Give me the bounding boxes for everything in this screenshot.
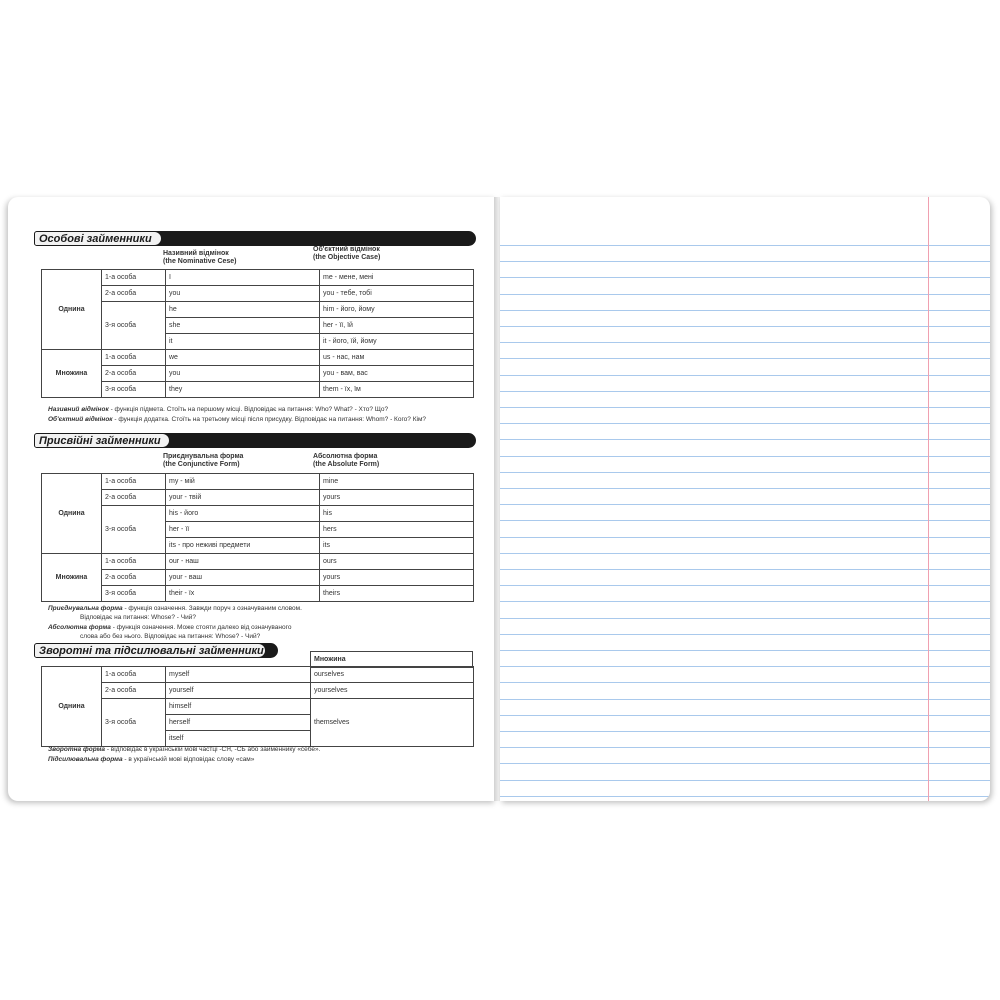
note-conjunctive (48, 604, 302, 613)
ruled-line (500, 731, 990, 732)
group-cell-singular: Однина (42, 667, 102, 747)
person-cell: 3-я особа (102, 382, 166, 398)
ruled-line (500, 294, 990, 295)
absolute-cell: ours (320, 554, 474, 570)
singular-cell: herself (166, 715, 311, 731)
objective-cell: me - мене, мені (320, 270, 474, 286)
column-header-line: (the Objective Case) (313, 254, 381, 261)
table-row (42, 270, 474, 286)
column-header-line: (the Nominative Cese) (163, 258, 237, 265)
conjunctive-cell: its - про неживі предмети (166, 538, 320, 554)
plural-cell: ourselves (311, 667, 474, 683)
person-cell: 1-а особа (102, 554, 166, 570)
conjunctive-cell: our - наш (166, 554, 320, 570)
ruled-line (500, 245, 990, 246)
banner-tab (34, 231, 162, 246)
person-cell: 1-а особа (102, 667, 166, 683)
ruled-line (500, 747, 990, 748)
ruled-line (500, 326, 990, 327)
table-row (42, 699, 474, 715)
note-text: - функція означення. Завжди поруч з означуваним словом. (122, 605, 302, 612)
conjunctive-cell: your - ваш (166, 570, 320, 586)
nominative-cell: they (166, 382, 320, 398)
note-objective (48, 415, 426, 424)
section-banner-reflexive (38, 643, 278, 658)
note-text: - функція підмета. Стоїть на першому місці. Відповідає на питання: Who? What? - Хто? Що? (108, 406, 389, 413)
ruled-line (500, 277, 990, 278)
absolute-cell: yours (320, 490, 474, 506)
person-cell: 1-а особа (102, 350, 166, 366)
possessive-pronouns-table (41, 473, 474, 602)
note-term: Об'єктний відмінок (48, 416, 113, 423)
nominative-cell: we (166, 350, 320, 366)
plural-cell: yourselves (311, 683, 474, 699)
table-row (42, 570, 474, 586)
note-term: Приєднувальна форма (48, 605, 123, 612)
table-row (42, 366, 474, 382)
nominative-cell: you (166, 286, 320, 302)
person-cell: 3-я особа (102, 699, 166, 747)
table-row (42, 490, 474, 506)
banner-tab (34, 433, 170, 448)
table-row (42, 382, 474, 398)
table-row (42, 586, 474, 602)
column-header-absolute (313, 453, 379, 469)
note-term: Абсолютна форма (48, 624, 111, 631)
absolute-cell: hers (320, 522, 474, 538)
objective-cell: you - тебе, тобі (320, 286, 474, 302)
table-row (42, 554, 474, 570)
column-header-line: Приєднувальна форма (163, 453, 244, 460)
note-nominative (48, 405, 388, 414)
note-term: Зворотна форма (48, 746, 106, 753)
ruled-line (500, 488, 990, 489)
ruled-line (500, 310, 990, 311)
note-text: - функція означення. Може стояти далеко від означуваного (110, 624, 292, 631)
section-banner-possessive (38, 433, 476, 448)
section-banner-personal (38, 231, 476, 246)
note-term: Підсилювальна форма (48, 756, 123, 763)
plural-cell: themselves (311, 699, 474, 747)
note-text: - відповідає в українській мові частці -СЯ, -СЬ або займеннику «себе». (105, 746, 321, 753)
ruled-line (500, 763, 990, 764)
person-cell: 2-а особа (102, 570, 166, 586)
objective-cell: it - його, їй, йому (320, 334, 474, 350)
ruled-line (500, 520, 990, 521)
table-row (42, 350, 474, 366)
ruled-line (500, 666, 990, 667)
column-header-line: Називний відмінок (163, 250, 229, 257)
nominative-cell: she (166, 318, 320, 334)
column-header-line: Абсолютна форма (313, 453, 378, 460)
absolute-cell: yours (320, 570, 474, 586)
person-cell: 2-а особа (102, 683, 166, 699)
ruled-line (500, 780, 990, 781)
ruled-line (500, 358, 990, 359)
ruled-line (500, 618, 990, 619)
absolute-cell: theirs (320, 586, 474, 602)
personal-pronouns-table (41, 269, 474, 398)
table-row (42, 683, 474, 699)
conjunctive-cell: my - мій (166, 474, 320, 490)
ruled-line (500, 682, 990, 683)
ruled-line (500, 261, 990, 262)
singular-cell: himself (166, 699, 311, 715)
note-absolute-line2: слова або без нього. Відповідає на питання: Whose? - Чий? (80, 633, 261, 640)
ruled-line (500, 569, 990, 570)
note-term: Називний відмінок (48, 406, 109, 413)
ruled-line (500, 407, 990, 408)
ruled-line (500, 699, 990, 700)
person-cell: 3-я особа (102, 506, 166, 554)
column-header-objective (313, 246, 380, 262)
left-page (8, 197, 496, 801)
person-cell: 1-а особа (102, 270, 166, 286)
absolute-cell: its (320, 538, 474, 554)
ruled-line (500, 650, 990, 651)
conjunctive-cell: their - їх (166, 586, 320, 602)
ruled-line (500, 439, 990, 440)
person-cell: 3-я особа (102, 302, 166, 350)
section-title-possessive: Присвійні займенники (39, 435, 161, 447)
note-text: - функція додатка. Стоїть на третьому місці після присудку. Відповідає на питання: Whom? - Кого? Кім? (112, 416, 427, 423)
singular-cell: myself (166, 667, 311, 683)
nominative-cell: it (166, 334, 320, 350)
note-text: - в українській мові відповідає слову «сам» (122, 756, 255, 763)
ruled-line (500, 375, 990, 376)
absolute-cell: his (320, 506, 474, 522)
person-cell: 1-а особа (102, 474, 166, 490)
conjunctive-cell: your - твій (166, 490, 320, 506)
note-emphatic (48, 755, 254, 764)
person-cell: 2-а особа (102, 490, 166, 506)
group-cell-singular: Однина (42, 270, 102, 350)
column-header-line: (the Absolute Form) (313, 461, 380, 468)
objective-cell: her - її, їй (320, 318, 474, 334)
objective-cell: them - їх, їм (320, 382, 474, 398)
group-cell-plural: Множина (42, 350, 102, 398)
group-cell-plural: Множина (42, 554, 102, 602)
ruled-line (500, 391, 990, 392)
objective-cell: him - його, йому (320, 302, 474, 318)
objective-cell: you - вам, вас (320, 366, 474, 382)
right-page-ruled (500, 197, 990, 801)
note-conjunctive-line2: Відповідає на питання: Whose? - Чий? (80, 614, 196, 621)
ruled-line (500, 456, 990, 457)
column-header-line: (the Conjunctive Form) (163, 461, 240, 468)
ruled-line (500, 472, 990, 473)
ruled-line (500, 601, 990, 602)
person-cell: 2-а особа (102, 366, 166, 382)
ruled-line (500, 537, 990, 538)
note-reflexive (48, 745, 320, 754)
margin-line (928, 197, 929, 801)
section-title-reflexive: Зворотні та підсилювальні займенники (39, 645, 264, 657)
ruled-line (500, 585, 990, 586)
banner-tab (34, 643, 266, 658)
group-cell-singular: Однина (42, 474, 102, 554)
section-title-personal: Особові займенники (39, 233, 152, 245)
nominative-cell: he (166, 302, 320, 318)
table-row (42, 474, 474, 490)
plural-header-cell: Множина (311, 652, 473, 668)
reflexive-pronouns-table (41, 666, 474, 747)
table-row (42, 506, 474, 522)
singular-cell: yourself (166, 683, 311, 699)
column-header-line: Об'єктний відмінок (313, 246, 380, 253)
table-row (42, 667, 474, 683)
absolute-cell: mine (320, 474, 474, 490)
conjunctive-cell: his - його (166, 506, 320, 522)
ruled-line (500, 342, 990, 343)
ruled-line (500, 634, 990, 635)
person-cell: 3-я особа (102, 586, 166, 602)
singular-cell: itself (166, 731, 311, 747)
nominative-cell: you (166, 366, 320, 382)
ruled-line (500, 423, 990, 424)
ruled-line (500, 553, 990, 554)
table-row (42, 302, 474, 318)
ruled-line (500, 715, 990, 716)
table-row (42, 286, 474, 302)
objective-cell: us - нас, нам (320, 350, 474, 366)
nominative-cell: I (166, 270, 320, 286)
note-absolute (48, 623, 291, 632)
ruled-line (500, 504, 990, 505)
person-cell: 2-а особа (102, 286, 166, 302)
column-header-conjunctive (163, 453, 243, 469)
ruled-line (500, 796, 990, 797)
conjunctive-cell: her - її (166, 522, 320, 538)
column-header-nominative (163, 250, 237, 266)
